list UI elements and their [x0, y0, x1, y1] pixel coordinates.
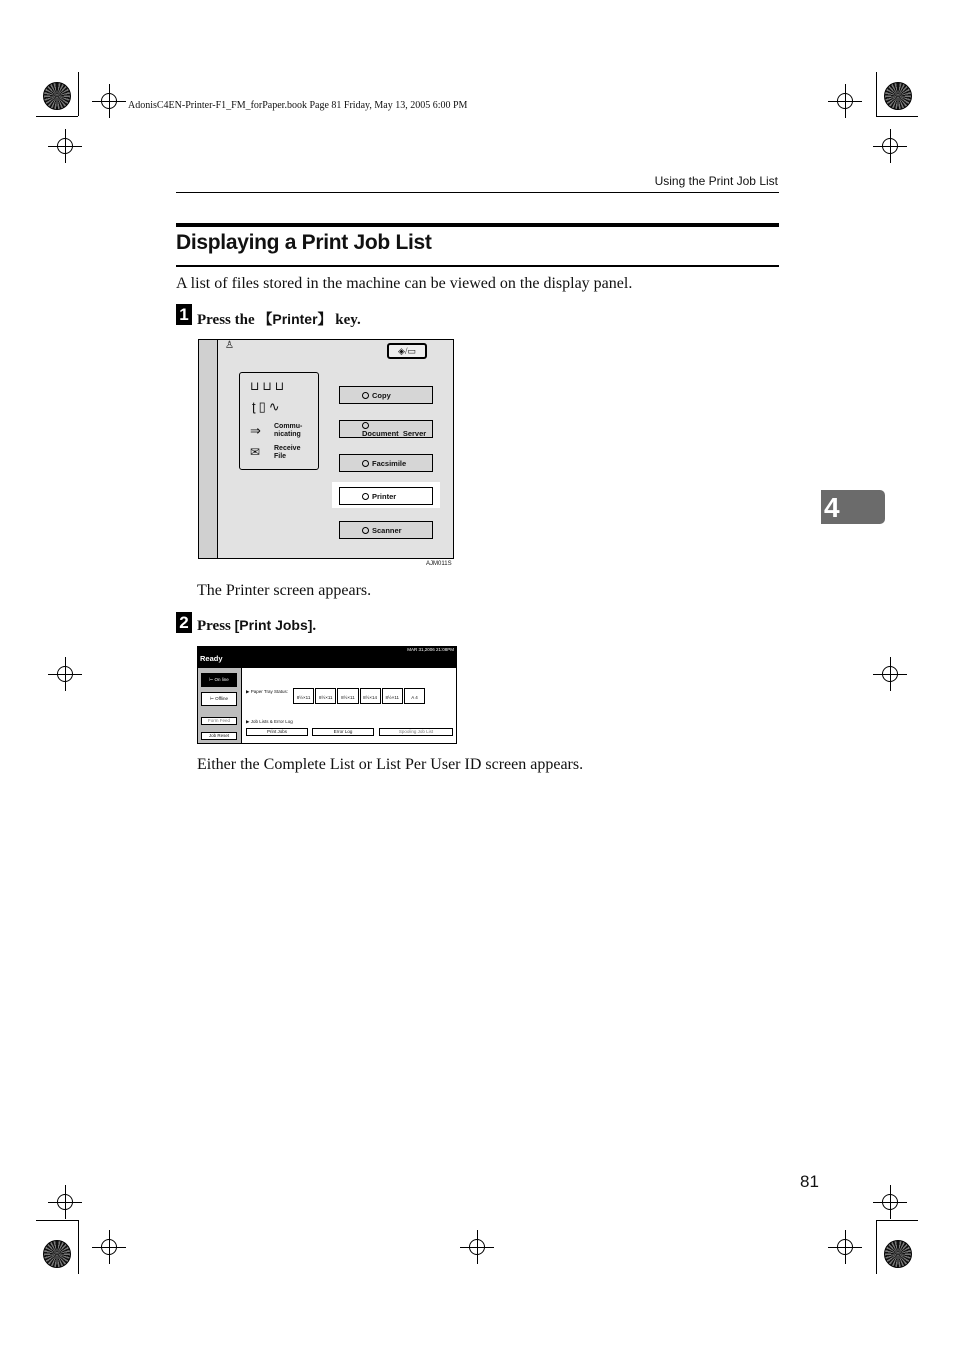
registration-wheel-icon — [43, 1240, 71, 1268]
facsimile-key-label: Facsimile — [372, 458, 407, 468]
communicating-icon: ⇒ — [250, 423, 261, 438]
printer-key[interactable] — [339, 487, 433, 505]
screen-status: Ready — [200, 654, 223, 663]
registration-wheel-icon — [884, 1240, 912, 1268]
screen-left-column — [198, 668, 242, 744]
printer-screen-illustration — [197, 646, 457, 744]
chapter-tab — [821, 490, 885, 524]
receive-file-label: Receive File — [274, 445, 301, 460]
facsimile-key[interactable] — [339, 454, 433, 472]
scanner-key-label: Scanner — [372, 525, 402, 535]
printer-key-button-label: Printer — [372, 491, 397, 501]
step-2-instruction — [197, 617, 316, 635]
tray-5: 8½×11 — [382, 688, 403, 704]
document-server-key[interactable] — [339, 420, 433, 438]
step-2-note: Either the Complete List or List Per User ID screen appears. — [197, 756, 584, 773]
step-2-badge — [176, 612, 192, 633]
step-1-instruction — [197, 309, 361, 329]
step-2-pre: Press — [197, 618, 235, 634]
section-title: Displaying a Print Job List — [176, 231, 432, 254]
step-1-pre: Press the — [197, 312, 259, 328]
tray-1: 8½×11 — [293, 688, 314, 704]
paper-tray-label: ▶ Paper Tray Status: — [246, 689, 288, 694]
registration-wheel-icon — [43, 82, 71, 110]
page-number: 81 — [800, 1172, 819, 1191]
chapter-number: 4 — [824, 492, 840, 523]
tray-4: 8½×14 — [360, 688, 381, 704]
copy-key[interactable] — [339, 386, 433, 404]
figure-id-1: AJM011S — [426, 561, 452, 567]
step-2-post: . — [312, 618, 317, 634]
tray-status-row — [293, 688, 425, 704]
spooling-job-list-button[interactable]: Spooling Job List — [379, 728, 453, 736]
tray-2: 8½×11 — [315, 688, 336, 704]
file-info: AdonisC4EN-Printer-F1_FM_forPaper.book Page 81 Friday, May 13, 2005 6:00 PM — [128, 100, 468, 111]
error-log-button[interactable]: Error Log — [312, 728, 374, 736]
tray-6: A 4 — [404, 688, 425, 704]
job-lists-label: ▶ Job Lists & Error Log — [246, 719, 293, 724]
print-jobs-button[interactable]: Print Jobs — [246, 728, 308, 736]
tool-icons: ʈ▯∿ — [252, 399, 283, 414]
communicating-label: Commu- nicating — [274, 423, 303, 438]
receive-file-icon: ✉ — [250, 445, 261, 459]
intro-text: A list of files stored in the machine can be viewed on the display panel. — [176, 275, 633, 292]
step-2-number: 2 — [179, 613, 189, 632]
title-rule-bottom — [176, 265, 779, 267]
job-reset-button[interactable]: Job Reset — [201, 732, 237, 740]
online-button[interactable]: ⊢ On line — [201, 673, 237, 687]
title-rule-top — [176, 223, 779, 227]
printer-key-label: 【Printer】 — [258, 311, 332, 327]
print-jobs-key-label: [Print Jobs] — [234, 617, 313, 633]
status-indicator-box — [239, 372, 319, 470]
user-icon: ♙ — [225, 340, 234, 351]
tray-3: 8½×11 — [337, 688, 358, 704]
document-server-key-label: Document Server — [362, 429, 427, 438]
function-key-icon: ◈/▭ — [387, 343, 427, 359]
screen-date: MAR 31,2006 21:08PM — [407, 647, 454, 652]
form-feed-button[interactable]: Form Feed — [201, 717, 237, 725]
step-1-number: 1 — [179, 305, 189, 324]
offline-button[interactable]: ⊢ Offline — [201, 692, 237, 706]
header-rule — [176, 192, 779, 193]
step-1-badge — [176, 304, 192, 325]
registration-wheel-icon — [884, 82, 912, 110]
running-header: Using the Print Job List — [654, 174, 778, 188]
step-1-post: key. — [331, 312, 361, 328]
screen-status-bar — [198, 647, 456, 668]
scanner-key[interactable] — [339, 521, 433, 539]
step-1-note: The Printer screen appears. — [197, 582, 372, 599]
copy-key-label: Copy — [372, 390, 391, 400]
tray-icons: ⊔⊔⊔ — [250, 379, 288, 393]
control-panel-illustration — [198, 339, 454, 559]
